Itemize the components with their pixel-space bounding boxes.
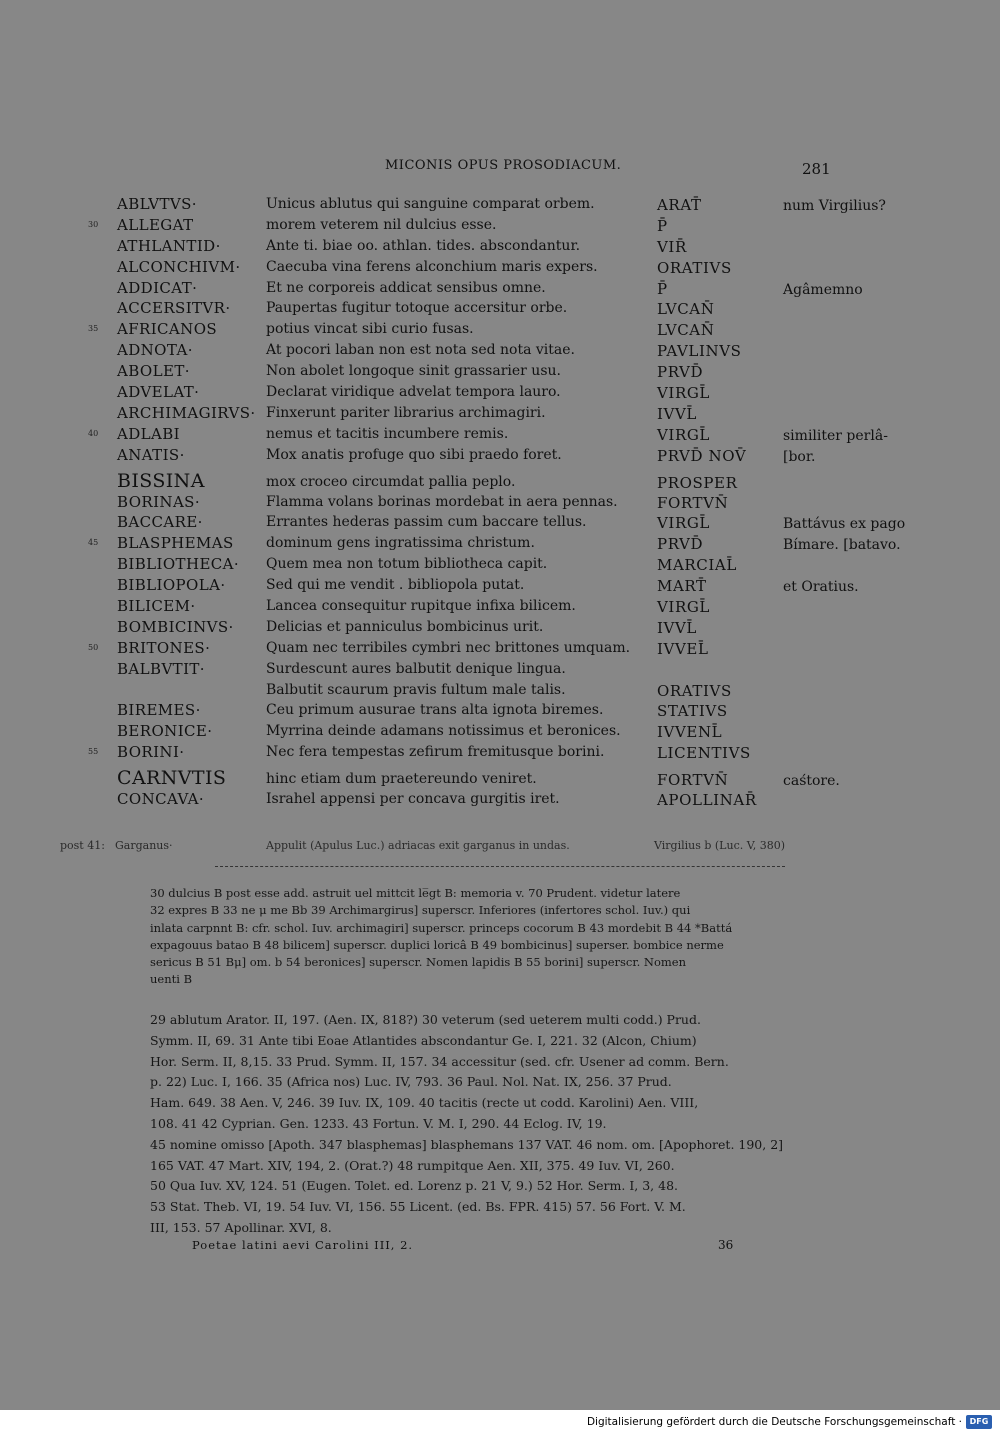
entry-row <box>0 554 1000 575</box>
lemma: BERONICE· <box>117 722 213 741</box>
lemma: ADDICAT· <box>117 278 198 297</box>
lemma: BORINI· <box>117 743 185 762</box>
lemma: BACCARE· <box>117 513 203 532</box>
lemma: BRITONES· <box>117 638 211 657</box>
source-author: MART̄ <box>657 577 707 596</box>
source-author: APOLLINAR̄ <box>657 791 757 810</box>
entry-row <box>0 215 1000 236</box>
source-note-line: Ham. 649. 38 Aen. V, 246. 39 Iuv. IX, 109. 40 tacitis (recte ut codd. Karolini) Aen. VIII, <box>150 1095 699 1111</box>
source-author: ARAT̄ <box>657 196 702 214</box>
source-author: LVCAN̄ <box>657 300 715 319</box>
apparatus-line: sericus B 51 Bμ] om. b 54 beronices] superscr. Nomen lapidis B 55 borini] superscr. Nomen <box>150 955 686 970</box>
source-note-line: 53 Stat. Theb. VI, 19. 54 Iuv. VI, 156. 55 Licent. (ed. Bs. FPR. 415) 57. 56 Fort. V. M. <box>150 1199 686 1215</box>
lemma: AFRICANOS <box>117 320 218 339</box>
verse-text: Myrrina deinde adamans notissimus et beronices. <box>266 723 621 740</box>
source-note-line: 165 VAT. 47 Mart. XIV, 194, 2. (Orat.?) 48 rumpitque Aen. XII, 375. 49 Iuv. VI, 260. <box>150 1157 675 1173</box>
source-note-line: 29 ablutum Arator. II, 197. (Aen. IX, 818?) 30 veterum (sed ueterem multi codd.) Prud. <box>150 1012 701 1027</box>
lemma: ABLVTVS· <box>117 195 197 213</box>
verse-text: Nec fera tempestas zefirum fremitusque borini. <box>266 744 605 761</box>
lemma: ADNOTA· <box>117 341 193 360</box>
verse-text: Mox anatis profuge quo sibi praedo foret. <box>266 446 562 463</box>
verse-text: Caecuba vina ferens alconchium maris expers. <box>266 258 598 275</box>
source-author: ORATIVS <box>657 681 732 700</box>
source-author: MARCIAL̄ <box>657 556 737 575</box>
lemma: BALBVTIT· <box>117 659 205 678</box>
entry-row <box>0 533 1000 554</box>
verse-text: Unicus ablutus qui sanguine comparat orbem. <box>266 196 595 212</box>
entry-row <box>0 424 1000 445</box>
source-note-line: Symm. II, 69. 31 Ante tibi Eoae Atlantides abscondantur Ge. I, 221. 32 (Alcon, Chium) <box>150 1032 697 1048</box>
source-author: IVVL̄ <box>657 618 697 637</box>
source-author: FORTVN̄ <box>657 493 729 512</box>
lemma: ACCERSITVR· <box>117 299 231 318</box>
addition-line-number: post 41: <box>60 839 105 852</box>
entry-row <box>0 512 1000 533</box>
verse-text: Flamma volans borinas mordebat in aera pennas. <box>266 493 618 510</box>
source-note-line: III, 153. 57 Apollinar. XVI, 8. <box>150 1219 332 1235</box>
entry-row <box>0 617 1000 638</box>
marginal-addition-line <box>60 839 820 857</box>
entry-row <box>0 466 1000 492</box>
lemma: BISSINA <box>117 469 205 492</box>
source-author: PRVD̄ NOV̄ <box>657 446 747 465</box>
verse-text: Delicias et panniculus bombicinus urit. <box>266 618 544 635</box>
source-author: VIRGL̄ <box>657 598 710 617</box>
source-note-line: p. 22) Luc. I, 166. 35 (Africa nos) Luc. IV, 793. 36 Paul. Nol. Nat. IX, 256. 37 Prud. <box>150 1074 672 1090</box>
margin-note: similiter perlâ- <box>783 427 888 444</box>
funding-notice: Digitalisierung gefördert durch die Deutsche Forschungsgemeinschaft · <box>586 1416 962 1428</box>
verse-text: mox croceo circumdat pallia peplo. <box>266 473 516 490</box>
verse-text: morem veterem nil dulcius esse. <box>266 216 497 233</box>
verse-text: dominum gens ingratissima christum. <box>266 535 535 552</box>
running-head-title: MICONIS OPUS PROSODIACUM. <box>385 158 622 173</box>
entry-row <box>0 403 1000 424</box>
line-number: 45 <box>88 538 99 548</box>
verse-text: Quam nec terribiles cymbri nec brittones umquam. <box>266 639 631 656</box>
entry-row <box>0 721 1000 742</box>
entry-row <box>0 492 1000 513</box>
verse-text: Finxerunt pariter librarius archimagiri. <box>266 404 546 421</box>
apparatus-line: expagouus batao B 48 bilicem] superscr. duplici loricâ B 49 bombicinus] superser. bombice nerme <box>150 937 724 952</box>
signature-number: 36 <box>718 1238 734 1252</box>
page-number: 281 <box>802 160 831 178</box>
source-author: VIRGL̄ <box>657 514 710 533</box>
verse-text: Lancea consequitur rupitque infixa bilicem. <box>266 598 576 615</box>
margin-note: Bímare. [batavo. <box>783 537 901 554</box>
entry-row <box>0 763 1000 789</box>
verse-text: At pocori laban non est nota sed nota vitae. <box>266 342 575 359</box>
margin-note: caśtore. <box>783 773 840 790</box>
verse-text: Paupertas fugitur totoque accersitur orbe. <box>266 300 568 317</box>
lemma: ARCHIMAGIRVS· <box>117 403 256 422</box>
verse-text: Balbutit scaurum pravis fultum male talis. <box>266 681 566 698</box>
dfg-logo: DFG <box>966 1415 992 1429</box>
source-author: P̄ <box>657 279 668 298</box>
apparatus-fontium <box>150 1010 822 1239</box>
apparatus-line: inlata carpnnt B: cfr. schol. Iuv. archimagiri] superscr. princeps cocorum B 43 mordebit B 44 *Battá <box>150 920 733 935</box>
source-author: VIRGL̄ <box>657 384 710 403</box>
entry-row <box>0 361 1000 382</box>
margin-note: num Virgilius? <box>783 198 886 214</box>
line-number: 50 <box>88 642 99 652</box>
verse-text: Et ne corporeis addicat sensibus omne. <box>266 279 546 296</box>
entry-row <box>0 742 1000 763</box>
verse-text: Israhel appensi per concava gurgitis iret. <box>266 791 560 808</box>
lemma: ADLABI <box>117 424 181 443</box>
source-note-line: 50 Qua Iuv. XV, 124. 51 (Eugen. Tolet. ed. Lorenz p. 21 V, 9.) 52 Hor. Serm. I, 3, 48. <box>150 1178 678 1194</box>
lemma: ATHLANTID· <box>117 236 221 255</box>
addition-verse: Appulit (Apulus Luc.) adriacas exit garganus in undas. <box>266 839 570 852</box>
entry-row <box>0 382 1000 403</box>
source-note-line: Hor. Serm. II, 8,15. 33 Prud. Symm. II, 157. 34 accessitur (sed. cfr. Usener ad comm. Bern. <box>150 1053 729 1069</box>
lemma: BILICEM· <box>117 597 196 616</box>
line-number: 55 <box>88 747 99 757</box>
entry-row <box>0 298 1000 319</box>
lemma: BIBLIOTHECA· <box>117 555 240 574</box>
verse-text: Quem mea non totum bibliotheca capit. <box>266 556 548 573</box>
margin-note: [bor. <box>783 448 816 465</box>
source-author: P̄ <box>657 216 668 235</box>
entry-row <box>0 319 1000 340</box>
source-author: FORTVN̄ <box>657 771 729 790</box>
entry-row <box>0 680 1000 701</box>
margin-note: Agâmemno <box>783 281 863 298</box>
source-author: IVVL̄ <box>657 404 697 423</box>
addition-lemma: Garganus· <box>115 839 173 852</box>
separator-rule <box>215 866 785 867</box>
line-number: 30 <box>88 219 99 229</box>
lemma: BORINAS· <box>117 492 201 511</box>
entry-row <box>0 194 1000 215</box>
addition-source: Virgilius b (Luc. V, 380) <box>654 839 786 852</box>
verse-text: hinc etiam dum praetereundo veniret. <box>266 771 537 788</box>
entry-row <box>0 257 1000 278</box>
lemma: ANATIS· <box>117 445 185 464</box>
entry-row <box>0 789 1000 810</box>
verse-text: nemus et tacitis incumbere remis. <box>266 425 509 442</box>
lemma: CONCAVA· <box>117 790 205 809</box>
source-author: PRVD̄ <box>657 535 704 554</box>
verse-text: Surdescunt aures balbutit denique lingua. <box>266 660 566 677</box>
verse-text: Errantes hederas passim cum baccare tellus. <box>266 514 587 531</box>
entry-row <box>0 340 1000 361</box>
verse-text: Declarat viridique advelat tempora lauro. <box>266 384 561 401</box>
margin-note: Battávus ex pago <box>783 516 906 533</box>
entry-row <box>0 278 1000 299</box>
source-author: PRVD̄ <box>657 363 704 382</box>
line-number: 40 <box>88 428 99 438</box>
lemma: ABOLET· <box>117 362 190 381</box>
source-author: ORATIVS <box>657 258 732 277</box>
entry-row <box>0 700 1000 721</box>
source-author: IVVENL̄ <box>657 723 723 742</box>
source-note-line: 45 nomine omisso [Apoth. 347 blasphemas] blasphemans 137 VAT. 46 nom. om. [Apophoret. 190, 2] <box>150 1136 784 1152</box>
source-author: VIRGL̄ <box>657 425 710 444</box>
verse-text: Ante ti. biae oo. athlan. tides. abscondantur. <box>266 237 581 254</box>
source-author: PAVLINVS <box>657 342 742 361</box>
verse-text: Sed qui me vendit . bibliopola putat. <box>266 577 525 594</box>
apparatus-line: 30 dulcius B post esse add. astruit uel mittcit le̅gt B: memoria v. 70 Prudent. videtur latere <box>150 886 681 900</box>
source-note-line: 108. 41 42 Cyprian. Gen. 1233. 43 Fortun. V. M. I, 290. 44 Eclog. IV, 19. <box>150 1115 607 1131</box>
lemma: ALCONCHIVM· <box>117 257 241 276</box>
verse-text: potius vincat sibi curio fusas. <box>266 321 474 338</box>
entry-row <box>0 638 1000 659</box>
lemma: ALLEGAT <box>117 215 194 234</box>
line-number: 35 <box>88 324 99 334</box>
lemma: CARNVTIS <box>117 767 227 790</box>
glossary-entries <box>0 194 1000 810</box>
lemma: BIBLIOPOLA· <box>117 576 226 595</box>
source-author: IVVEL̄ <box>657 639 709 658</box>
verse-text: Non abolet longoque sinit grassarier usu. <box>266 363 561 380</box>
entry-row <box>0 445 1000 466</box>
lemma: BIREMES· <box>117 701 201 720</box>
lemma: BOMBICINVS· <box>117 617 234 636</box>
signature-title: Poetae latini aevi Carolini III, 2. <box>192 1238 414 1252</box>
source-author: PROSPER <box>657 473 738 492</box>
verse-text: Ceu primum ausurae trans alta ignota biremes. <box>266 702 604 719</box>
entry-row <box>0 596 1000 617</box>
source-author: STATIVS <box>657 702 728 721</box>
lemma: ADVELAT· <box>117 383 200 402</box>
source-author: LVCAN̄ <box>657 321 715 340</box>
apparatus-line: 32 expres B 33 ne μ me Bb 39 Archimargirus] superscr. Inferiores (infertores schol. Iuv.) qui <box>150 903 691 918</box>
apparatus-line: uenti B <box>150 972 193 987</box>
entry-row <box>0 659 1000 680</box>
apparatus-criticus <box>150 885 822 989</box>
margin-note: et Oratius. <box>783 579 859 596</box>
digitization-banner <box>0 1410 1000 1434</box>
source-author: LICENTIVS <box>657 744 751 763</box>
entry-row <box>0 575 1000 596</box>
source-author: VIR̄ <box>657 237 687 256</box>
lemma: BLASPHEMAS <box>117 534 234 553</box>
entry-row <box>0 236 1000 257</box>
